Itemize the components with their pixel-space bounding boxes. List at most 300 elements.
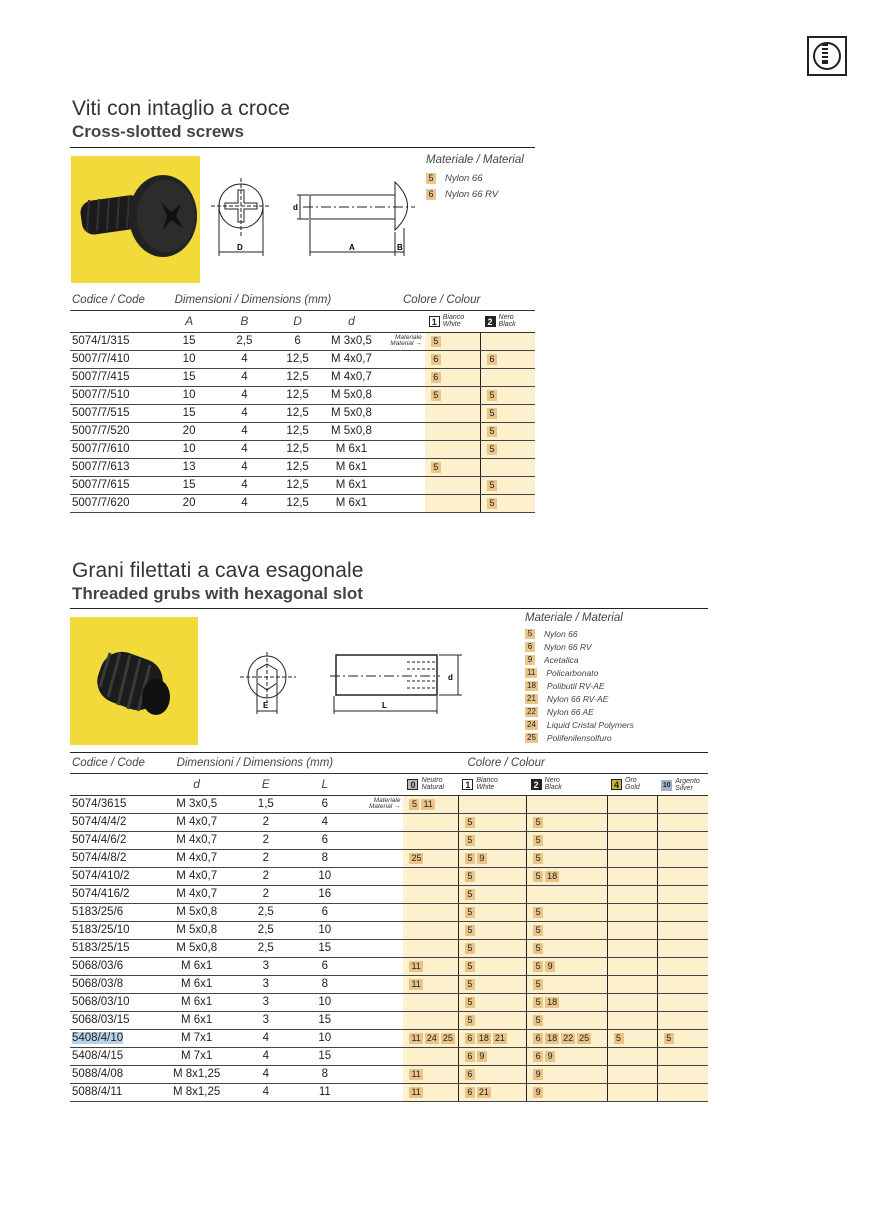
material-code-badge: 25 <box>442 1033 453 1043</box>
cell-colour-black <box>527 831 607 849</box>
cell-colour-black <box>481 332 535 350</box>
code-text: 5183/25/15 <box>72 942 130 954</box>
cell-B: 2,5 <box>216 332 274 350</box>
header-code: Codice / Code <box>70 290 163 310</box>
cell-A: 10 <box>163 440 216 458</box>
material-legend-item <box>525 667 634 680</box>
cell-code <box>70 831 155 849</box>
material-note-cell <box>357 849 404 867</box>
material-note-cell <box>381 458 425 476</box>
cell-L: 6 <box>293 903 357 921</box>
cell-colour-gold <box>607 849 657 867</box>
cell-D: 12,5 <box>273 350 322 368</box>
cell-code <box>70 1029 155 1047</box>
material-note-cell <box>357 975 404 993</box>
material-code-badge: 5 <box>465 979 475 990</box>
code-text: 5074/3615 <box>72 798 127 810</box>
cell-L: 10 <box>293 1029 357 1047</box>
cell-colour-silver <box>657 975 708 993</box>
cell-colour-white <box>458 867 526 885</box>
code-text: 5068/03/15 <box>72 1014 130 1026</box>
cell-code <box>70 795 155 813</box>
cell-colour-black <box>527 849 607 867</box>
material-code-badge: 5 <box>533 961 543 972</box>
table-row <box>70 404 535 422</box>
cell-d: M 4x0,7 <box>322 350 381 368</box>
cell-L: 16 <box>293 885 357 903</box>
cell-E: 4 <box>239 1083 293 1101</box>
cell-colour-natural <box>403 1011 458 1029</box>
table-row <box>70 867 708 885</box>
material-note-cell <box>381 476 425 494</box>
material-code-badge: 18 <box>547 997 558 1007</box>
material-code-badge: 5 <box>533 997 543 1008</box>
material-code-badge: 5 <box>465 817 475 828</box>
code-text: 5074/410/2 <box>72 870 130 882</box>
cell-colour-silver <box>657 957 708 975</box>
material-code-badge: 24 <box>527 719 536 729</box>
cell-colour-white <box>458 849 526 867</box>
material-code-badge: 25 <box>527 732 536 742</box>
table-column-header <box>70 310 535 332</box>
cell-d: M 5x0,8 <box>155 921 239 939</box>
cell-colour-black <box>527 975 607 993</box>
cell-code: 5007/7/520 <box>70 422 163 440</box>
cell-colour-gold <box>607 795 657 813</box>
cell-D: 12,5 <box>273 494 322 512</box>
material-note-cell <box>381 440 425 458</box>
material-code-badge: 5 <box>487 408 497 419</box>
cell-B: 4 <box>216 386 274 404</box>
cell-d: M 5x0,8 <box>155 903 239 921</box>
cell-D: 12,5 <box>273 422 322 440</box>
cell-colour-silver <box>657 921 708 939</box>
material-code-badge: 11 <box>411 961 421 971</box>
cell-colour-natural <box>403 993 458 1011</box>
material-code-badge: 18 <box>527 681 536 690</box>
material-code-badge: 9 <box>545 1051 555 1062</box>
colour-white-header <box>458 773 526 795</box>
cell-colour-black <box>527 795 607 813</box>
table-row <box>70 975 708 993</box>
cell-colour-natural <box>403 795 458 813</box>
table-group-header <box>70 753 708 773</box>
material-legend-item <box>525 628 634 641</box>
material-note <box>381 335 425 348</box>
cell-d: M 6x1 <box>155 975 239 993</box>
cell-code: 5007/7/620 <box>70 494 163 512</box>
material-note-cell <box>381 422 425 440</box>
cell-colour-natural <box>403 921 458 939</box>
cell-colour-silver <box>657 885 708 903</box>
cell-d: M 5x0,8 <box>155 939 239 957</box>
cell-D: 6 <box>273 332 322 350</box>
table-row <box>70 903 708 921</box>
cell-colour-black <box>527 867 607 885</box>
cell-colour-white <box>425 476 481 494</box>
colour-name-it: Bianco <box>476 777 498 785</box>
cell-B: 4 <box>216 404 274 422</box>
cell-L: 10 <box>293 921 357 939</box>
colour-swatch-white: 1 Bianco White <box>429 314 464 328</box>
material-code-badge: 11 <box>423 799 433 809</box>
cell-colour-white <box>425 404 481 422</box>
cell-L: 15 <box>293 939 357 957</box>
material-code-badge: 5 <box>533 925 543 936</box>
cell-colour-gold <box>607 957 657 975</box>
cell-A: 15 <box>163 476 216 494</box>
colour-swatch-silver <box>661 778 700 792</box>
cell-colour-white <box>458 1065 526 1083</box>
cell-d: M 7x1 <box>155 1029 239 1047</box>
cell-E: 1,5 <box>239 795 293 813</box>
code-text: 5408/4/10 <box>72 1032 124 1044</box>
cell-colour-silver <box>657 849 708 867</box>
material-legend-heading: Materiale / Material <box>525 612 623 624</box>
cell-d: M 6x1 <box>322 458 381 476</box>
cell-d: M 3x0,5 <box>155 795 239 813</box>
material-legend-item <box>525 641 634 654</box>
cell-colour-white <box>425 458 481 476</box>
table-column-header <box>70 773 708 795</box>
colour-name-en: White <box>476 784 495 792</box>
cell-code: 5007/7/613 <box>70 458 163 476</box>
cell-d: M 4x0,7 <box>155 831 239 849</box>
material-code-badge: 5 <box>487 480 497 491</box>
cell-colour-black <box>481 404 535 422</box>
cell-colour-silver <box>657 831 708 849</box>
table-row <box>70 1011 708 1029</box>
section1-technical-drawing <box>205 170 415 260</box>
material-code-badge: 5 <box>465 997 475 1008</box>
material-code-badge: 25 <box>411 853 422 863</box>
colour-name-it: Neutro <box>421 777 443 785</box>
cell-colour-white <box>458 921 526 939</box>
cell-colour-white <box>458 975 526 993</box>
material-code-badge: 5 <box>533 817 543 828</box>
material-code-badge: 22 <box>563 1033 574 1043</box>
table-row <box>70 368 535 386</box>
material-code-badge: 5 <box>431 462 441 473</box>
cell-d: M 3x0,5 <box>322 332 381 350</box>
material-name: Nylon 66 RV-AE <box>546 693 609 704</box>
colour-swatch-natural <box>407 777 444 791</box>
cell-colour-black <box>481 476 535 494</box>
cell-d: M 5x0,8 <box>322 422 381 440</box>
code-text: 5074/4/6/2 <box>72 834 127 846</box>
colour-swatch-black: 2 Nero Black <box>485 314 516 328</box>
code-text: 5088/4/08 <box>72 1068 124 1080</box>
material-note-cell <box>357 903 404 921</box>
cell-colour-natural <box>403 975 458 993</box>
material-code-badge: 9 <box>533 1069 543 1080</box>
cell-A: 10 <box>163 350 216 368</box>
cell-d: M 6x1 <box>155 1011 239 1029</box>
material-note-en: Material → <box>390 340 422 347</box>
cell-code <box>70 1083 155 1101</box>
material-code-badge: 6 <box>431 354 441 365</box>
cell-colour-silver <box>657 993 708 1011</box>
material-name: Nylon 66 RV <box>544 642 592 653</box>
material-code-badge: 5 <box>465 961 475 972</box>
material-note <box>357 798 404 811</box>
material-code-badge: 18 <box>547 1033 558 1043</box>
material-note-cell <box>357 795 404 813</box>
material-code-badge: 5 <box>664 1033 674 1044</box>
cell-colour-gold <box>607 903 657 921</box>
cell-colour-silver <box>657 867 708 885</box>
material-code-badge: 5 <box>487 426 497 437</box>
cell-E: 4 <box>239 1029 293 1047</box>
cell-code <box>70 867 155 885</box>
table-row <box>70 957 708 975</box>
column-d: d <box>322 310 381 332</box>
cell-colour-silver <box>657 1083 708 1101</box>
colour-number: 10 <box>662 781 671 789</box>
cell-E: 2 <box>239 867 293 885</box>
cell-D: 12,5 <box>273 440 322 458</box>
colour-swatch-black <box>531 777 562 791</box>
material-code-badge: 6 <box>465 1069 475 1080</box>
material-note-cell <box>381 404 425 422</box>
colour-name-en: Gold <box>625 784 640 792</box>
section1-product-photo <box>71 156 200 283</box>
colour-name-en: Silver <box>675 785 693 793</box>
cell-colour-black <box>527 921 607 939</box>
cell-L: 8 <box>293 849 357 867</box>
material-note-cell <box>357 1047 404 1065</box>
cell-d: M 4x0,7 <box>155 813 239 831</box>
cell-colour-natural <box>403 867 458 885</box>
cell-colour-silver <box>657 1065 708 1083</box>
material-name: Acetalica <box>544 655 579 666</box>
cell-colour-white <box>425 368 481 386</box>
material-code-badge: 18 <box>547 871 558 881</box>
material-code-badge: 6 <box>487 354 497 365</box>
cell-D: 12,5 <box>273 458 322 476</box>
cell-code: 5007/7/410 <box>70 350 163 368</box>
cell-colour-gold <box>607 975 657 993</box>
cell-d: M 5x0,8 <box>322 404 381 422</box>
section2-table <box>70 753 708 1102</box>
material-note-cell <box>381 494 425 512</box>
cell-L: 10 <box>293 993 357 1011</box>
cell-colour-natural <box>403 1065 458 1083</box>
material-note-cell <box>381 368 425 386</box>
material-name: Nylon 66 RV <box>445 189 499 201</box>
table-row <box>70 494 535 512</box>
cell-D: 12,5 <box>273 404 322 422</box>
code-text: 5408/4/15 <box>72 1050 124 1062</box>
colour-swatch-gold <box>611 777 640 791</box>
material-code-badge: 5 <box>525 629 535 639</box>
material-code-badge: 9 <box>477 1051 487 1062</box>
cell-colour-black <box>527 1011 607 1029</box>
cell-colour-gold <box>607 885 657 903</box>
cell-colour-gold <box>607 1083 657 1101</box>
cell-colour-white <box>425 386 481 404</box>
cell-code <box>70 849 155 867</box>
material-note-cell <box>381 350 425 368</box>
cell-colour-white <box>458 903 526 921</box>
colour-number: 0 <box>407 779 418 790</box>
cell-L: 15 <box>293 1047 357 1065</box>
table-row <box>70 921 708 939</box>
cell-B: 4 <box>216 368 274 386</box>
table-row <box>70 458 535 476</box>
cell-E: 3 <box>239 1011 293 1029</box>
section2-product-photo <box>70 617 198 745</box>
cell-d: M 8x1,25 <box>155 1083 239 1101</box>
cell-colour-black <box>527 1047 607 1065</box>
code-text: 5068/03/10 <box>72 996 130 1008</box>
cell-code: 5007/7/415 <box>70 368 163 386</box>
code-text: 5068/03/8 <box>72 978 124 990</box>
table-group-header <box>70 290 535 310</box>
cell-colour-black <box>527 903 607 921</box>
material-legend-item <box>426 170 524 187</box>
table-row <box>70 440 535 458</box>
cell-colour-white <box>458 993 526 1011</box>
material-code-badge: 5 <box>487 390 497 401</box>
header-dimensions: Dimensioni / Dimensions (mm) <box>155 753 404 773</box>
cell-D: 12,5 <box>273 476 322 494</box>
cell-colour-black <box>527 813 607 831</box>
section2-technical-drawing <box>240 650 465 720</box>
cell-colour-gold <box>607 921 657 939</box>
cell-colour-gold <box>607 939 657 957</box>
section2-subtitle: Threaded grubs with hexagonal slot <box>72 584 363 603</box>
cell-colour-white <box>458 939 526 957</box>
cell-code <box>70 903 155 921</box>
cell-code <box>70 1011 155 1029</box>
cell-E: 2 <box>239 831 293 849</box>
code-text: 5074/4/4/2 <box>72 816 127 828</box>
cell-d: M 6x1 <box>155 993 239 1011</box>
cell-A: 15 <box>163 368 216 386</box>
cell-code <box>70 957 155 975</box>
cell-colour-black <box>527 993 607 1011</box>
material-code-badge: 22 <box>527 706 536 716</box>
code-text: 5074/416/2 <box>72 888 130 900</box>
cell-colour-natural <box>403 957 458 975</box>
cell-d: M 4x0,7 <box>322 368 381 386</box>
cell-d: M 8x1,25 <box>155 1065 239 1083</box>
material-legend-item <box>525 731 634 744</box>
material-code-badge: 9 <box>477 853 487 864</box>
cell-colour-silver <box>657 1011 708 1029</box>
cell-colour-natural <box>403 831 458 849</box>
section2-title: Grani filettati a cava esagonale <box>72 559 364 582</box>
cell-colour-black <box>527 1065 607 1083</box>
material-name: Policarbonato <box>546 668 599 679</box>
cell-E: 4 <box>239 1047 293 1065</box>
code-text: 5074/4/8/2 <box>72 852 127 864</box>
cell-colour-silver <box>657 903 708 921</box>
cell-code: 5007/7/515 <box>70 404 163 422</box>
table-row <box>70 1047 708 1065</box>
cell-B: 4 <box>216 494 274 512</box>
material-note-cell <box>381 332 425 350</box>
material-code-badge: 5 <box>465 853 475 864</box>
cell-B: 4 <box>216 476 274 494</box>
cell-code <box>70 975 155 993</box>
cell-E: 2 <box>239 849 293 867</box>
header-dimensions: Dimensioni / Dimensions (mm) <box>163 290 381 310</box>
cell-code <box>70 921 155 939</box>
cell-L: 6 <box>293 957 357 975</box>
cell-E: 2,5 <box>239 903 293 921</box>
code-text: 5088/4/11 <box>72 1086 123 1098</box>
material-code-badge: 21 <box>494 1033 505 1043</box>
material-code-badge: 25 <box>579 1033 590 1043</box>
colour-black-header <box>481 310 535 332</box>
cell-colour-black <box>527 1029 607 1047</box>
cell-colour-gold <box>607 1011 657 1029</box>
table-row <box>70 1083 708 1101</box>
cell-colour-silver <box>657 1047 708 1065</box>
material-code-badge: 11 <box>411 1069 421 1079</box>
cell-A: 15 <box>163 332 216 350</box>
cell-colour-white <box>458 885 526 903</box>
section1-rule <box>70 147 535 148</box>
cell-A: 15 <box>163 404 216 422</box>
material-name: Nylon 66 AE <box>546 706 594 717</box>
material-code-badge: 6 <box>465 1087 475 1098</box>
material-note-cell <box>357 1029 404 1047</box>
cell-code <box>70 813 155 831</box>
table-row <box>70 831 708 849</box>
material-code-badge: 6 <box>426 189 436 200</box>
drawing-label-d: d <box>293 203 298 212</box>
cell-d: M 4x0,7 <box>155 885 239 903</box>
cell-colour-black <box>527 1083 607 1101</box>
column-E: E <box>239 773 293 795</box>
material-note-cell <box>357 831 404 849</box>
colour-number: 4 <box>611 779 622 790</box>
header-code: Codice / Code <box>70 753 155 773</box>
material-code-badge: 11 <box>411 1087 421 1097</box>
material-name: Liquid Cristal Polymers <box>546 719 634 730</box>
cell-colour-natural <box>403 1047 458 1065</box>
cell-d: M 5x0,8 <box>322 386 381 404</box>
material-code-badge: 5 <box>533 871 543 882</box>
material-code-badge: 5 <box>465 871 475 882</box>
section1-material-legend <box>426 154 524 203</box>
cell-colour-gold <box>607 993 657 1011</box>
cell-d: M 7x1 <box>155 1047 239 1065</box>
cell-E: 3 <box>239 957 293 975</box>
material-code-badge: 5 <box>465 943 475 954</box>
cell-colour-black <box>527 885 607 903</box>
cell-colour-gold <box>607 1047 657 1065</box>
cell-code: 5074/1/315 <box>70 332 163 350</box>
material-note-cell <box>357 939 404 957</box>
cell-colour-black <box>481 386 535 404</box>
cell-d: M 6x1 <box>155 957 239 975</box>
cell-A: 13 <box>163 458 216 476</box>
code-text: 5183/25/10 <box>72 924 130 936</box>
colour-name-en: Natural <box>421 784 445 792</box>
drawing-label-E: E <box>263 701 269 710</box>
cell-L: 10 <box>293 867 357 885</box>
table-row <box>70 350 535 368</box>
cell-code <box>70 1065 155 1083</box>
material-code-badge: 5 <box>533 835 543 846</box>
cell-colour-white <box>425 332 481 350</box>
cell-colour-white <box>458 957 526 975</box>
colour-name-it: Nero <box>544 777 560 785</box>
